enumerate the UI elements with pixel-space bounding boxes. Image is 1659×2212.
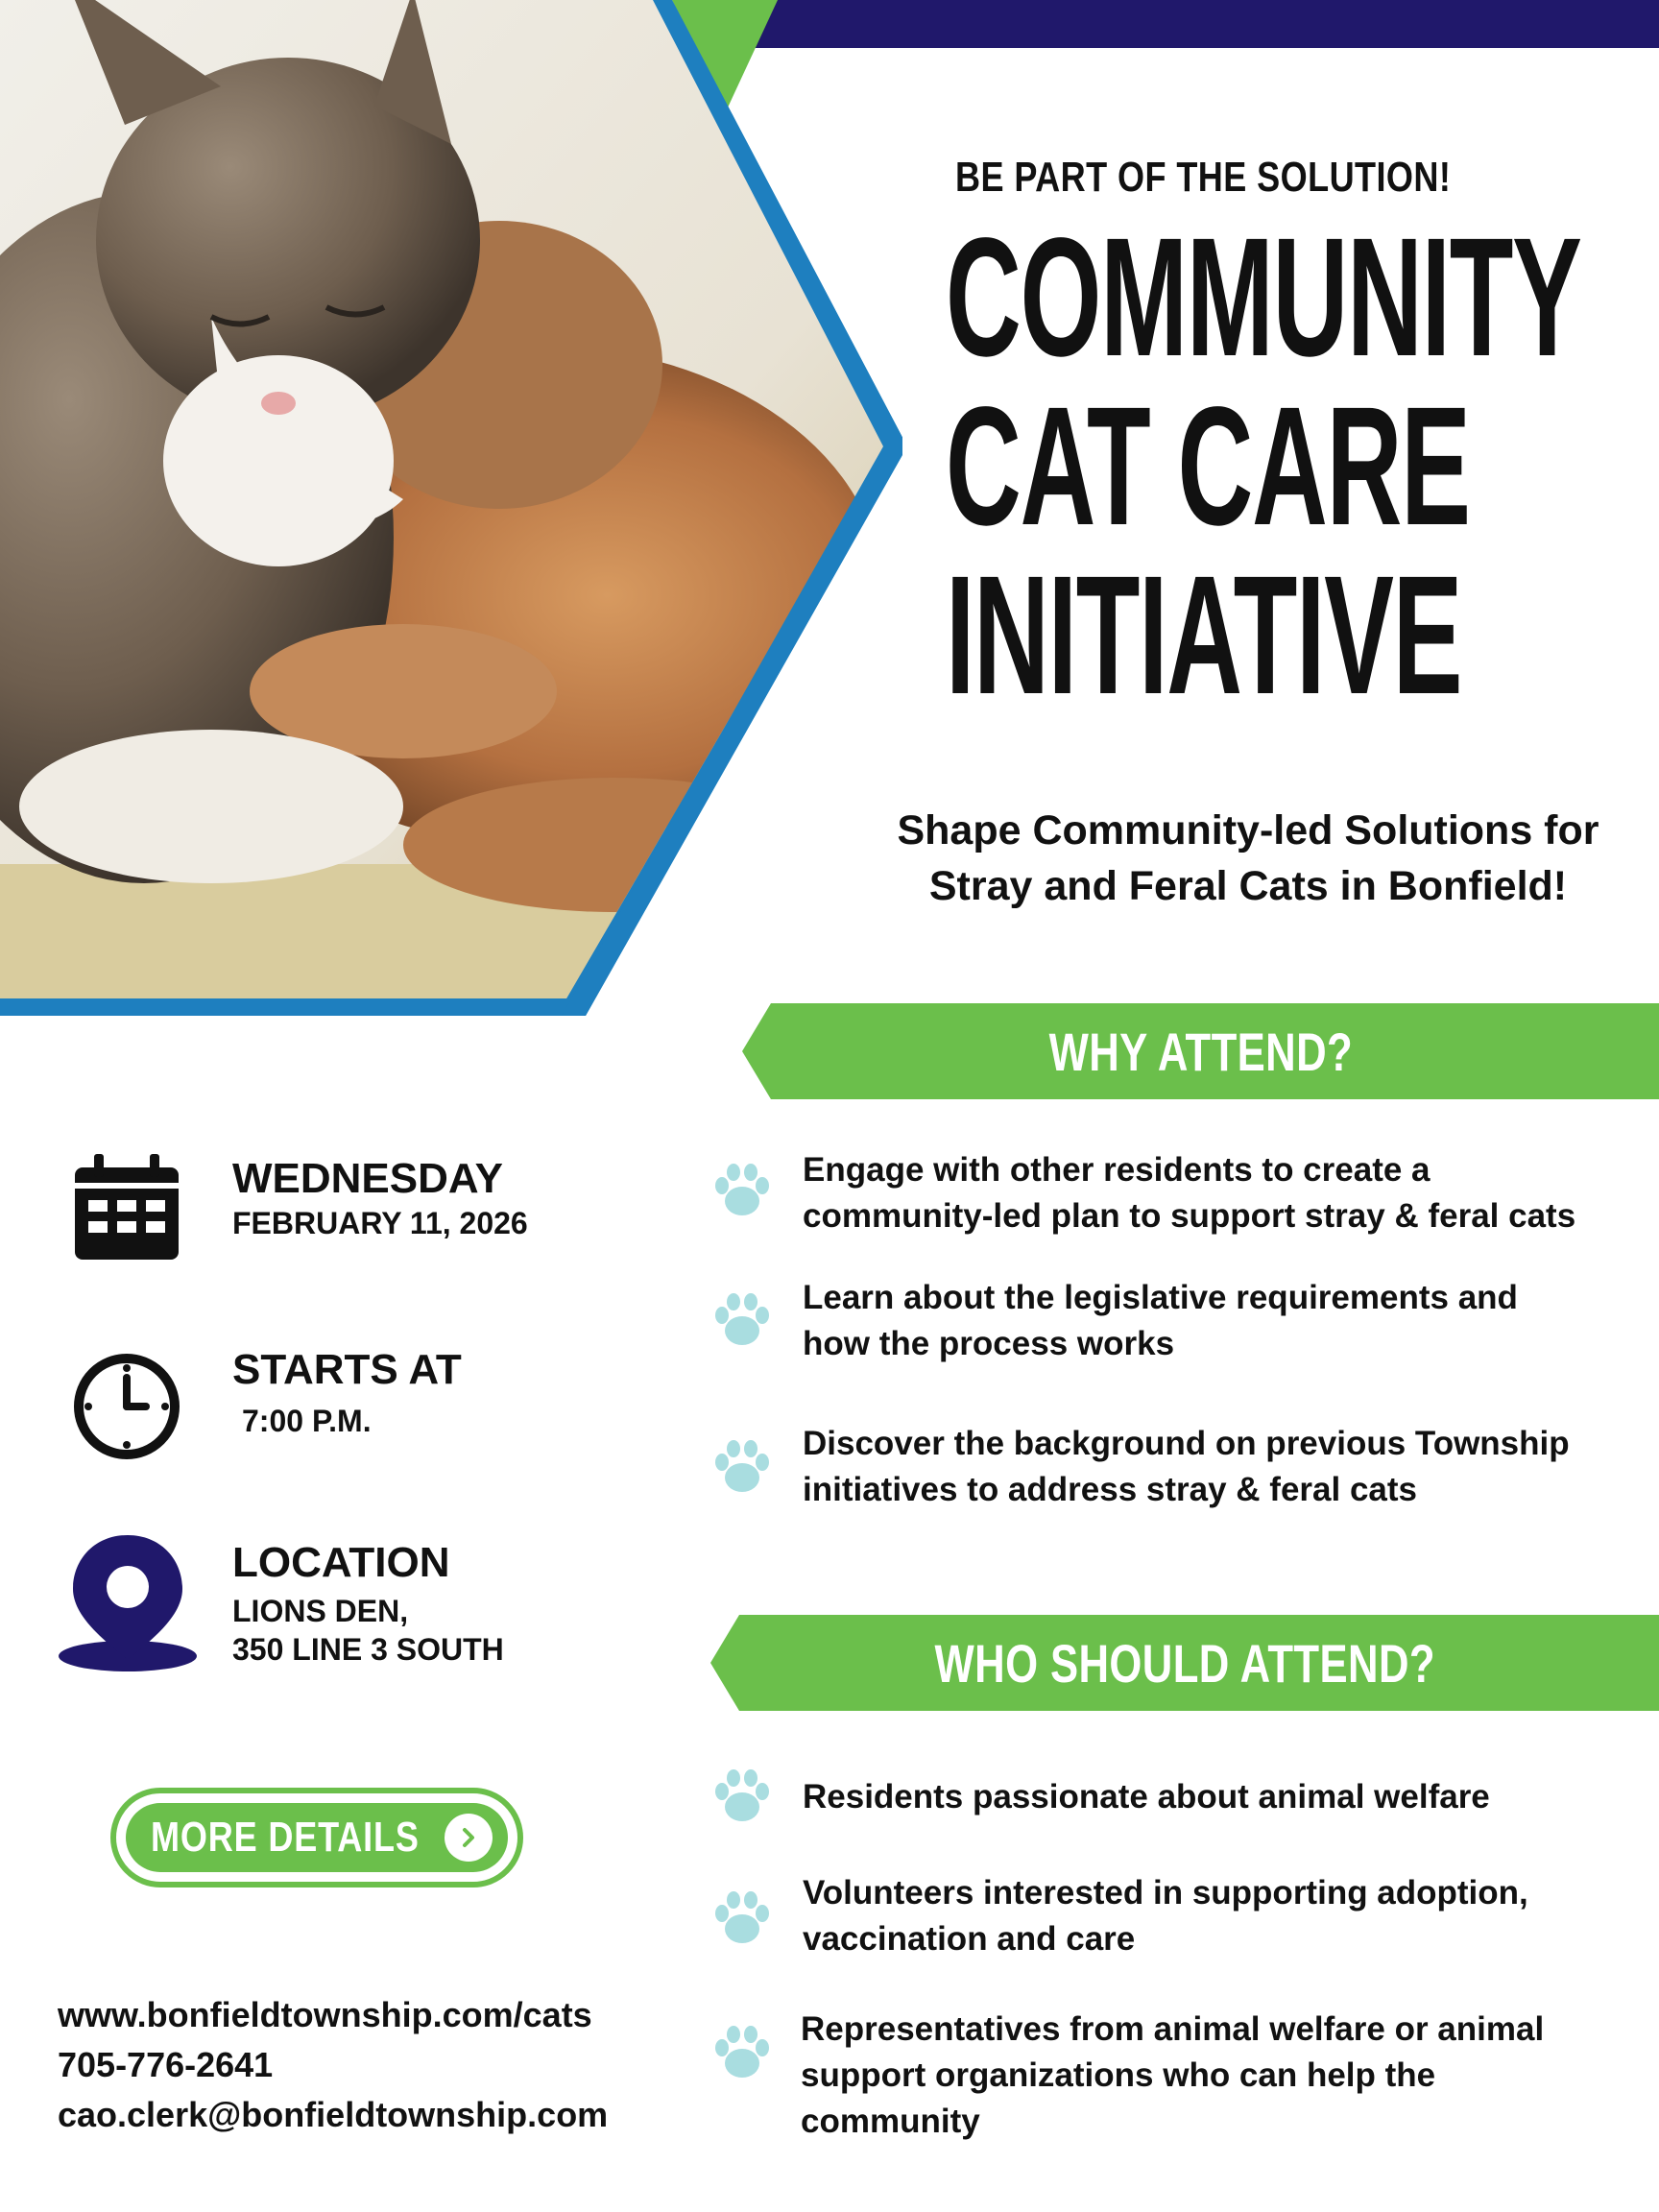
who-item-3-line-3: community	[801, 2103, 980, 2140]
why-item-2-line-1: Learn about the legislative requirements and	[803, 1279, 1518, 1316]
date-subtitle: FEBRUARY 11, 2026	[232, 1206, 528, 1240]
time-title: STARTS AT	[232, 1346, 462, 1393]
who-item-3-line-1: Representatives from animal welfare or animal	[801, 2010, 1545, 2048]
cat-photo	[0, 0, 902, 1018]
location-title: LOCATION	[232, 1539, 450, 1586]
title-line-2: CAT CARE	[946, 373, 1470, 561]
tagline: BE PART OF THE SOLUTION!	[955, 154, 1452, 201]
subtitle-line-1: Shape Community-led Solutions for	[897, 807, 1599, 854]
time-subtitle: 7:00 P.M.	[242, 1404, 372, 1438]
why-item-1-line-2: community-led plan to support stray & feral cats	[803, 1197, 1576, 1235]
paw-icon	[709, 2019, 776, 2086]
more-details-label: MORE DETAILS	[151, 1814, 420, 1861]
why-attend-heading: WHY ATTEND?	[1048, 1021, 1353, 1082]
more-details-inner	[126, 1803, 508, 1872]
date-title: WEDNESDAY	[232, 1155, 503, 1202]
paw-icon	[709, 1433, 776, 1501]
phone-number[interactable]: 705-776-2641	[58, 2045, 274, 2084]
why-item-1-line-1: Engage with other residents to create a	[803, 1151, 1431, 1189]
why-item-3-line-1: Discover the background on previous Township	[803, 1425, 1570, 1462]
website-link[interactable]: www.bonfieldtownship.com/cats	[58, 1995, 592, 2034]
why-item-3	[803, 1421, 1659, 1513]
who-item-2	[803, 1870, 1659, 1962]
subtitle	[835, 803, 1659, 914]
who-item-1-line-1: Residents passionate about animal welfare	[803, 1778, 1490, 1815]
calendar-icon	[69, 1150, 184, 1265]
why-item-2	[803, 1275, 1659, 1367]
who-item-3-line-2: support organizations who can help the	[801, 2056, 1436, 2094]
subtitle-line-2: Stray and Feral Cats in Bonfield!	[928, 863, 1568, 909]
why-attend-banner	[742, 1003, 1659, 1099]
title-line-3: INITIATIVE	[946, 541, 1462, 730]
who-item-2-line-2: vaccination and care	[803, 1920, 1136, 1958]
email-link[interactable]: cao.clerk@bonfieldtownship.com	[58, 2095, 609, 2134]
why-item-3-line-2: initiatives to address stray & feral cats	[803, 1471, 1417, 1508]
location-line-2: 350 LINE 3 SOUTH	[232, 1632, 504, 1667]
why-item-2-line-2: how the process works	[803, 1325, 1175, 1362]
location-address	[232, 1592, 504, 1669]
clock-icon	[69, 1349, 184, 1464]
chevron-right-icon	[445, 1814, 493, 1862]
who-item-2-line-1: Volunteers interested in supporting adoption,	[803, 1874, 1528, 1911]
paw-icon	[709, 1885, 776, 1952]
location-line-1: LIONS DEN,	[232, 1594, 409, 1628]
who-should-attend-heading: WHO SHOULD ATTEND?	[934, 1632, 1435, 1694]
more-details-button[interactable]	[110, 1788, 523, 1887]
paw-icon	[709, 1286, 776, 1354]
why-item-1	[803, 1147, 1659, 1239]
location-pin-icon	[56, 1531, 200, 1675]
who-item-1	[803, 1774, 1659, 1820]
who-should-attend-banner	[710, 1615, 1659, 1711]
paw-icon	[709, 1763, 776, 1830]
paw-icon	[709, 1157, 776, 1224]
who-item-3	[801, 2007, 1659, 2145]
title-line-1: COMMUNITY	[946, 204, 1581, 392]
